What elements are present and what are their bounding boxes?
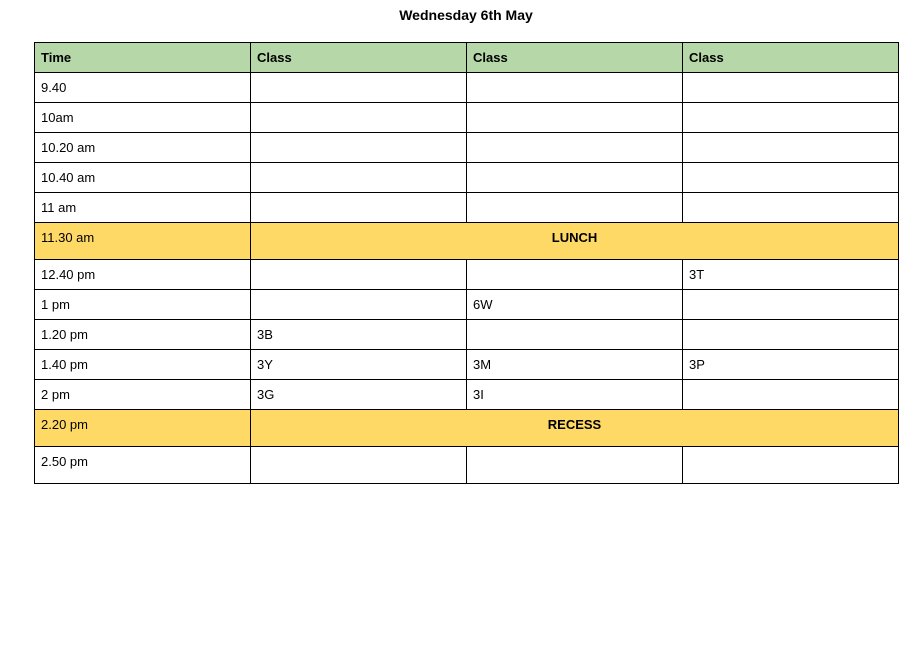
- table-row: [35, 103, 899, 133]
- class-cell: [251, 193, 467, 223]
- class-cell: [683, 447, 899, 484]
- time-cell: 1 pm: [35, 290, 251, 320]
- class-cell: [251, 103, 467, 133]
- class-cell: 3I: [467, 380, 683, 410]
- recess-row: [35, 410, 899, 447]
- class-cell: [251, 73, 467, 103]
- class-cell: [251, 133, 467, 163]
- class-cell: [467, 447, 683, 484]
- table-row: [35, 260, 899, 290]
- time-cell: 2.50 pm: [35, 447, 251, 484]
- class-cell: 3T: [683, 260, 899, 290]
- time-cell: 11 am: [35, 193, 251, 223]
- class-cell: [683, 290, 899, 320]
- class-cell: [467, 260, 683, 290]
- header-time: Time: [35, 43, 251, 73]
- table-row: [35, 193, 899, 223]
- time-cell: 2.20 pm: [35, 410, 251, 447]
- time-cell: 1.40 pm: [35, 350, 251, 380]
- table-row: [35, 73, 899, 103]
- class-cell: [251, 447, 467, 484]
- table-row: [35, 290, 899, 320]
- class-cell: [251, 290, 467, 320]
- time-cell: 10.20 am: [35, 133, 251, 163]
- table-row: [35, 447, 899, 484]
- class-cell: [251, 163, 467, 193]
- table-row: [35, 320, 899, 350]
- header-row: [35, 43, 899, 73]
- class-cell: 6W: [467, 290, 683, 320]
- time-cell: 1.20 pm: [35, 320, 251, 350]
- lunch-row: [35, 223, 899, 260]
- class-cell: [467, 320, 683, 350]
- class-cell: [467, 103, 683, 133]
- table-row: [35, 163, 899, 193]
- time-cell: 2 pm: [35, 380, 251, 410]
- recess-label: RECESS: [251, 410, 899, 447]
- page-title: Wednesday 6th May: [399, 7, 533, 23]
- lunch-label: LUNCH: [251, 223, 899, 260]
- time-cell: 10.40 am: [35, 163, 251, 193]
- class-cell: 3G: [251, 380, 467, 410]
- header-class-1: Class: [251, 43, 467, 73]
- class-cell: [683, 193, 899, 223]
- table-row: [35, 380, 899, 410]
- class-cell: [467, 193, 683, 223]
- class-cell: [467, 133, 683, 163]
- time-cell: 12.40 pm: [35, 260, 251, 290]
- time-cell: 10am: [35, 103, 251, 133]
- class-cell: [683, 73, 899, 103]
- class-cell: [683, 133, 899, 163]
- class-cell: [683, 320, 899, 350]
- class-cell: 3M: [467, 350, 683, 380]
- time-cell: 9.40: [35, 73, 251, 103]
- class-cell: 3Y: [251, 350, 467, 380]
- header-class-3: Class: [683, 43, 899, 73]
- class-cell: [683, 163, 899, 193]
- class-cell: 3B: [251, 320, 467, 350]
- class-cell: [251, 260, 467, 290]
- timetable: [34, 42, 899, 484]
- class-cell: 3P: [683, 350, 899, 380]
- table-row: [35, 350, 899, 380]
- class-cell: [467, 163, 683, 193]
- class-cell: [467, 73, 683, 103]
- class-cell: [683, 380, 899, 410]
- class-cell: [683, 103, 899, 133]
- header-class-2: Class: [467, 43, 683, 73]
- time-cell: 11.30 am: [35, 223, 251, 260]
- table-row: [35, 133, 899, 163]
